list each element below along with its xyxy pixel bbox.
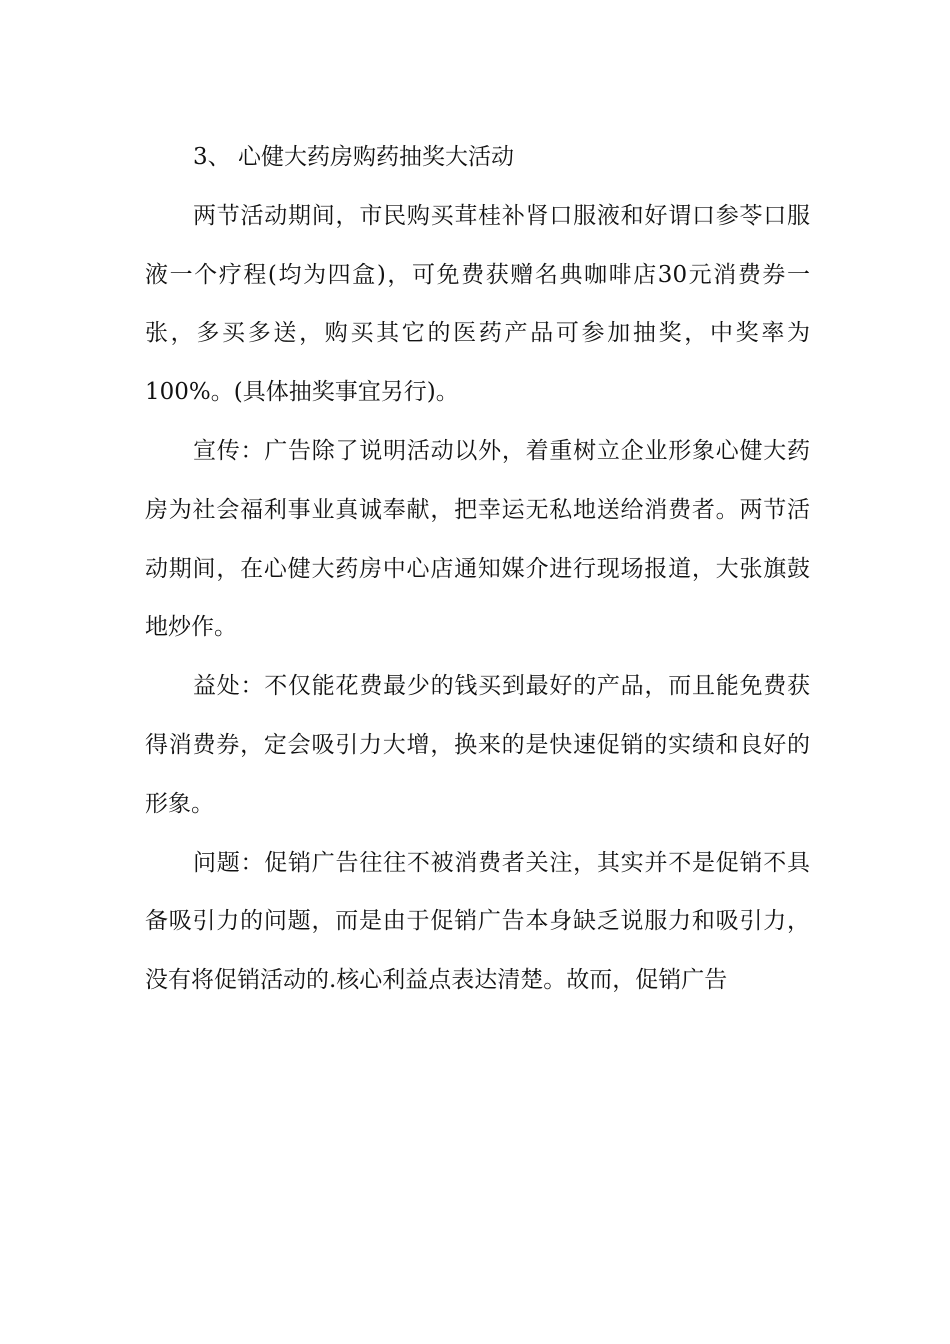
paragraph-activity: 两节活动期间，市民购买茸桂补肾口服液和好谓口参苓口服液一个疗程(均为四盒)，可免费获赠名典咖啡店30元消费券一张，多买多送，购买其它的医药产品可参加抽奖，中奖率为100%。(具体抽奖事宜另行)。 [145, 202, 810, 406]
document-body [145, 128, 810, 1010]
section-heading: 3、 心健大药房购药抽奖大活动 [193, 144, 514, 170]
paragraph-benefits: 益处：不仅能花费最少的钱买到最好的产品，而且能免费获得消费券，定会吸引力大增，换来的是快速促销的实绩和良好的形象。 [145, 673, 810, 817]
paragraph-problems: 问题：促销广告往往不被消费者关注，其实并不是促销不具备吸引力的问题，而是由于促销广告本身缺乏说服力和吸引力，没有将促销活动的.核心利益点表达清楚。故而，促销广告 [145, 849, 810, 994]
paragraph-publicity: 宣传：广告除了说明活动以外，着重树立企业形象心健大药房为社会福利事业真诚奉献，把幸运无私地送给消费者。两节活动期间，在心健大药房中心店通知媒介进行现场报道，大张旗鼓地炒作。 [145, 437, 810, 641]
